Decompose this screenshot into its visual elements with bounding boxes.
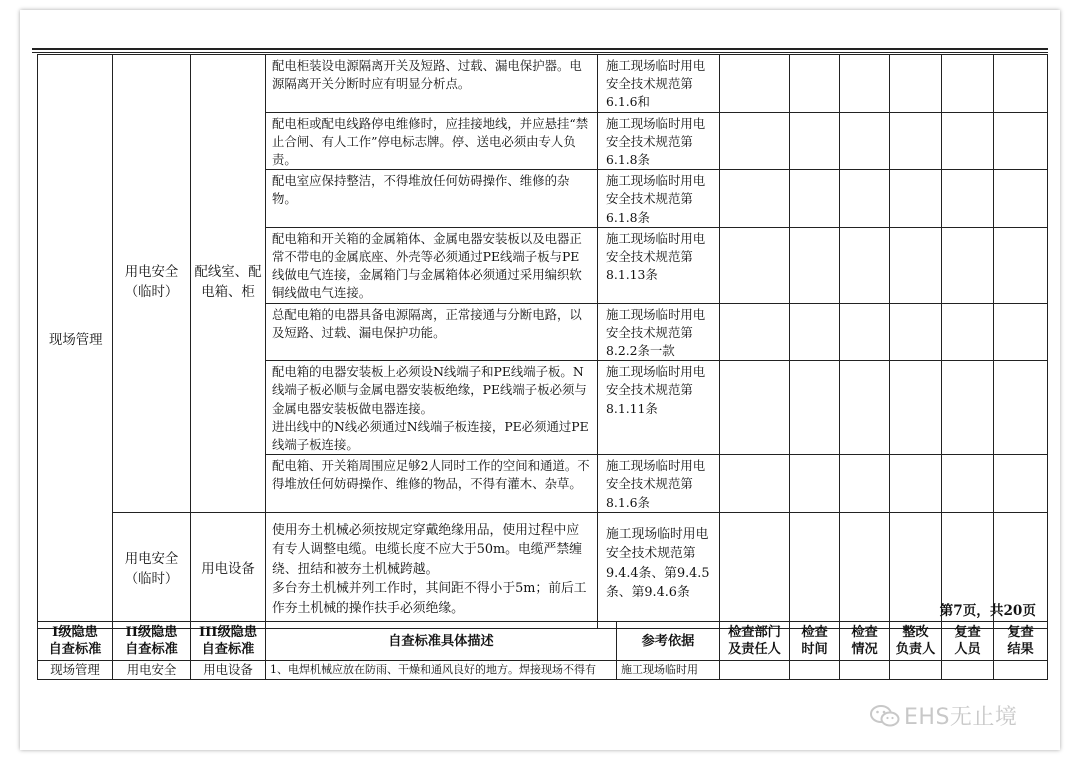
empty-cell[interactable] [840, 455, 890, 513]
ref-cell: 施工现场临时用电安全技术规范第8.1.6条 [598, 455, 720, 513]
ref-cell: 施工现场临时用电安全技术规范第9.4.4条、第9.4.5条、第9.4.6条 [598, 512, 720, 628]
ref-cell: 施工现场临时用电安全技术规范第8.1.13条 [598, 227, 720, 303]
level2-cell: 用电安全 （临时） [113, 512, 191, 628]
empty-cell[interactable] [890, 661, 942, 680]
ref-cell: 施工现场临时用电安全技术规范第6.1.6和 [598, 55, 720, 113]
watermark [870, 700, 1017, 731]
empty-cell[interactable] [840, 361, 890, 455]
header-check-time: 检查 时间 [790, 622, 840, 661]
empty-cell[interactable] [890, 512, 942, 628]
empty-cell[interactable] [942, 303, 994, 361]
empty-cell[interactable] [720, 227, 790, 303]
empty-cell[interactable] [720, 455, 790, 513]
header-rectifier: 整改 负责人 [890, 622, 942, 661]
desc-cell: 总配电箱的电器具备电源隔离，正常接通与分断电路，以及短路、过载、漏电保护功能。 [266, 303, 598, 361]
empty-cell[interactable] [790, 112, 840, 170]
ref-cell: 施工现场临时用电安全技术规范第6.1.8条 [598, 112, 720, 170]
empty-cell[interactable] [840, 227, 890, 303]
empty-cell[interactable] [720, 170, 790, 228]
header-inspector: 检查部门 及责任人 [720, 622, 790, 661]
empty-cell[interactable] [790, 512, 840, 628]
empty-cell[interactable] [720, 303, 790, 361]
empty-cell[interactable] [942, 55, 994, 113]
empty-cell[interactable] [942, 227, 994, 303]
empty-cell[interactable] [994, 227, 1048, 303]
empty-cell[interactable] [890, 55, 942, 113]
empty-cell[interactable] [942, 455, 994, 513]
checklist-table-next-page [37, 621, 1048, 680]
watermark-text: EHS无止境 [904, 705, 1018, 730]
header-level2: II级隐患 自查标准 [113, 622, 191, 661]
empty-cell[interactable] [890, 170, 942, 228]
desc-cell: 1、电焊机械应放在防雨、干燥和通风良好的地方。焊接现场不得有 [266, 661, 617, 680]
desc-cell: 配电室应保持整洁，不得堆放任何妨碍操作、维修的杂物。 [266, 170, 598, 228]
empty-cell[interactable] [790, 361, 840, 455]
empty-cell[interactable] [994, 661, 1048, 680]
desc-cell: 使用夯土机械必须按规定穿戴绝缘用品，使用过程中应有专人调整电缆。电缆长度不应大于50m。电缆严禁缠绕、扭结和被夯土机械跨越。 多台夯土机械并列工作时，其间距不得小于5m；前后工作夯土机械的操作扶手必须绝缘。 [266, 512, 598, 628]
checklist-table-top [37, 54, 1048, 629]
level1-cell: 现场管理 [38, 661, 113, 680]
empty-cell[interactable] [942, 361, 994, 455]
empty-cell[interactable] [994, 112, 1048, 170]
empty-cell[interactable] [790, 227, 840, 303]
header-review-result: 复查 结果 [994, 622, 1048, 661]
empty-cell[interactable] [994, 455, 1048, 513]
header-rule-thin [32, 52, 1048, 53]
empty-cell[interactable] [720, 361, 790, 455]
empty-cell[interactable] [720, 112, 790, 170]
empty-cell[interactable] [840, 512, 890, 628]
empty-cell[interactable] [890, 455, 942, 513]
ref-cell: 施工现场临时用电安全技术规范第8.1.11条 [598, 361, 720, 455]
empty-cell[interactable] [840, 55, 890, 113]
empty-cell[interactable] [840, 112, 890, 170]
header-check-status: 检查 情况 [840, 622, 890, 661]
ref-cell: 施工现场临时用 [617, 661, 720, 680]
empty-cell[interactable] [890, 303, 942, 361]
empty-cell[interactable] [994, 361, 1048, 455]
empty-cell[interactable] [890, 112, 942, 170]
empty-cell[interactable] [890, 227, 942, 303]
empty-cell[interactable] [790, 303, 840, 361]
empty-cell[interactable] [994, 303, 1048, 361]
empty-cell[interactable] [942, 170, 994, 228]
level1-cell: 现场管理 [38, 55, 113, 629]
empty-cell[interactable] [790, 55, 840, 113]
empty-cell[interactable] [840, 303, 890, 361]
empty-cell[interactable] [790, 455, 840, 513]
empty-cell[interactable] [720, 661, 790, 680]
level2-cell: 用电安全 （临时） [113, 55, 191, 513]
page-number: 第7页，共20页 [939, 603, 1036, 619]
header-rule [32, 48, 1048, 50]
desc-cell: 配电柜或配电线路停电维修时，应挂接地线，并应悬挂“禁止合闸、有人工作”停电标志牌。停、送电必须由专人负责。 [266, 112, 598, 170]
header-reference: 参考依据 [617, 622, 720, 661]
desc-cell: 配电箱、开关箱周围应足够2人同时工作的空间和通道。不得堆放任何妨碍操作、维修的物品，不得有灌木、杂草。 [266, 455, 598, 513]
empty-cell[interactable] [840, 170, 890, 228]
level3-cell: 用电设备 [191, 661, 266, 680]
desc-cell: 配电箱和开关箱的金属箱体、金属电器安装板以及电器正常不带电的金属底座、外壳等必须通过PE线端子板与PE线做电气连接，金属箱门与金属箱体必须通过采用编织软铜线做电气连接。 [266, 227, 598, 303]
empty-cell[interactable] [720, 55, 790, 113]
desc-cell: 配电箱的电器安装板上必须设N线端子和PE线端子板。N线端子板必顺与金属电器安装板绝缘，PE线端子板必须与金属电器安装板做电器连接。 进出线中的N线必须通过N线端子板连接，PE必须通过PE线端子板连接。 [266, 361, 598, 455]
empty-cell[interactable] [790, 661, 840, 680]
empty-cell[interactable] [942, 661, 994, 680]
level3-cell: 配线室、配 电箱、柜 [191, 55, 266, 513]
header-level3: III级隐患 自查标准 [191, 622, 266, 661]
empty-cell[interactable] [994, 170, 1048, 228]
empty-cell[interactable] [890, 361, 942, 455]
empty-cell[interactable] [942, 112, 994, 170]
header-level1: I级隐患 自查标准 [38, 622, 113, 661]
level3-cell: 用电设备 [191, 512, 266, 628]
empty-cell[interactable] [994, 55, 1048, 113]
header-reviewer: 复查 人员 [942, 622, 994, 661]
desc-cell: 配电柜装设电源隔离开关及短路、过载、漏电保护器。电源隔离开关分断时应有明显分析点。 [266, 55, 598, 113]
empty-cell[interactable] [790, 170, 840, 228]
header-description: 自查标准具体描述 [266, 622, 617, 661]
level2-cell: 用电安全 [113, 661, 191, 680]
empty-cell[interactable] [720, 512, 790, 628]
ref-cell: 施工现场临时用电安全技术规范第8.2.2条一款 [598, 303, 720, 361]
wechat-icon [870, 704, 900, 728]
empty-cell[interactable] [840, 661, 890, 680]
ref-cell: 施工现场临时用电安全技术规范第6.1.8条 [598, 170, 720, 228]
